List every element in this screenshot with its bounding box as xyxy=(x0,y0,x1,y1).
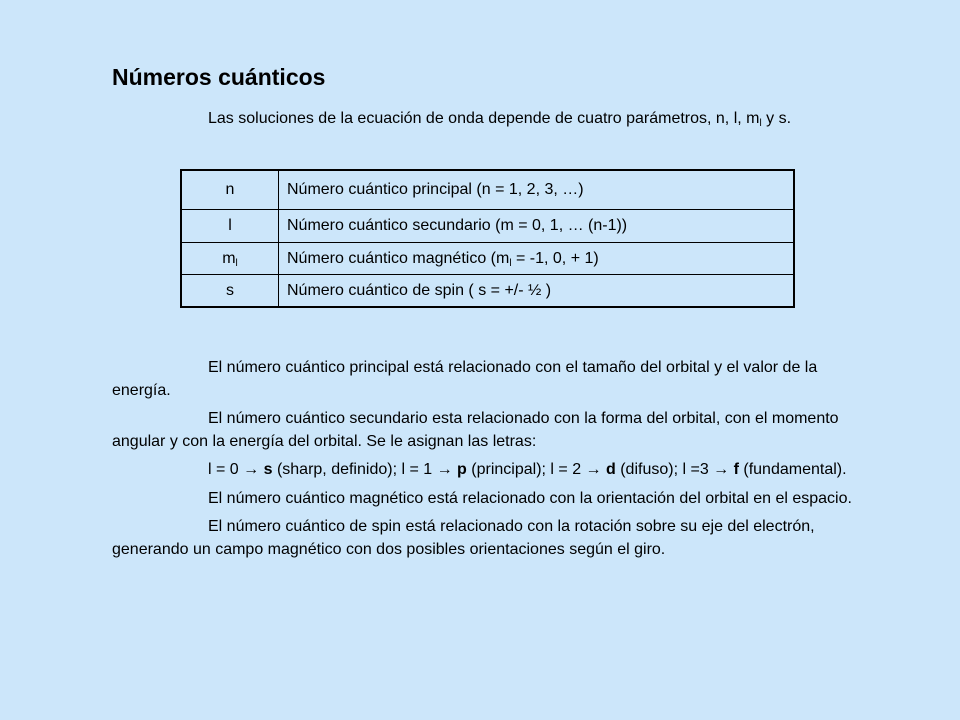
description-tail: = -1, 0, + 1) xyxy=(511,249,599,267)
description-cell xyxy=(279,170,795,210)
description: Número cuántico de spin ( s = +/- ½ ) xyxy=(287,281,552,299)
paragraph-principal: El número cuántico principal está relacionado con el tamaño del orbital y el valor de la energía. xyxy=(112,359,818,399)
description: Número cuántico magnético (m xyxy=(287,249,510,267)
table-row xyxy=(181,210,794,243)
intro-tail: y s. xyxy=(761,110,792,127)
description-cell xyxy=(279,243,795,275)
symbol: l xyxy=(228,217,232,234)
arrow-right-icon: → xyxy=(585,461,602,478)
explanation-body xyxy=(112,357,872,567)
paragraph-secundario: El número cuántico secundario esta relacionado con la forma del orbital, con el momento angular y con la energía del orbital. Se le asignan las letras: xyxy=(112,410,839,450)
table-row xyxy=(181,275,794,308)
letter-s-desc: (sharp, definido); xyxy=(272,461,402,478)
letter-d-desc: (difuso); xyxy=(615,461,683,478)
letter-d-pre: l = 2 xyxy=(550,461,586,478)
arrow-right-icon: → xyxy=(243,461,260,478)
letter-p-desc: (principal); xyxy=(466,461,551,478)
description: Número cuántico secundario (m = 0, 1, … (n-1)) xyxy=(287,217,628,234)
symbol: s xyxy=(226,281,234,299)
letter-s-pre: l = 0 xyxy=(208,461,244,478)
intro-text xyxy=(208,110,791,128)
quantum-numbers-table xyxy=(180,169,795,308)
letter-s: s xyxy=(263,461,273,478)
description-sub: l xyxy=(509,257,512,269)
paragraph-magnetico: El número cuántico magnético está relacionado con la orientación del orbital en el espacio. xyxy=(208,489,852,507)
description-cell xyxy=(279,210,795,243)
symbol-cell xyxy=(181,243,279,275)
symbol: n xyxy=(225,181,235,198)
paragraph-letters xyxy=(112,459,872,482)
description: Número cuántico principal (n = 1, 2, 3, …) xyxy=(287,181,584,198)
description-cell xyxy=(279,275,795,308)
letter-p-pre: l = 1 xyxy=(401,461,437,478)
arrow-right-icon: → xyxy=(713,461,730,478)
arrow-right-icon: → xyxy=(436,461,453,478)
letter-d: d xyxy=(606,461,616,478)
letter-f: f xyxy=(733,461,739,478)
letter-f-pre: l =3 xyxy=(682,461,714,478)
page-title: Números cuánticos xyxy=(112,64,326,90)
symbol-cell xyxy=(181,170,279,210)
symbol: m xyxy=(222,249,236,267)
symbol-cell xyxy=(181,210,279,243)
table-row xyxy=(181,243,794,275)
letter-p: p xyxy=(457,461,467,478)
symbol-cell xyxy=(181,275,279,308)
symbol-sub: l xyxy=(235,257,238,269)
letter-f-desc: (fundamental). xyxy=(738,461,847,478)
paragraph-spin: El número cuántico de spin está relacionado con la rotación sobre su eje del electrón, generando un campo magnético con dos posibles orientaciones según el giro. xyxy=(112,518,815,558)
intro-sub: l xyxy=(759,118,762,129)
table-row xyxy=(181,170,794,210)
intro-main: Las soluciones de la ecuación de onda depende de cuatro parámetros, n, l, m xyxy=(208,110,760,127)
